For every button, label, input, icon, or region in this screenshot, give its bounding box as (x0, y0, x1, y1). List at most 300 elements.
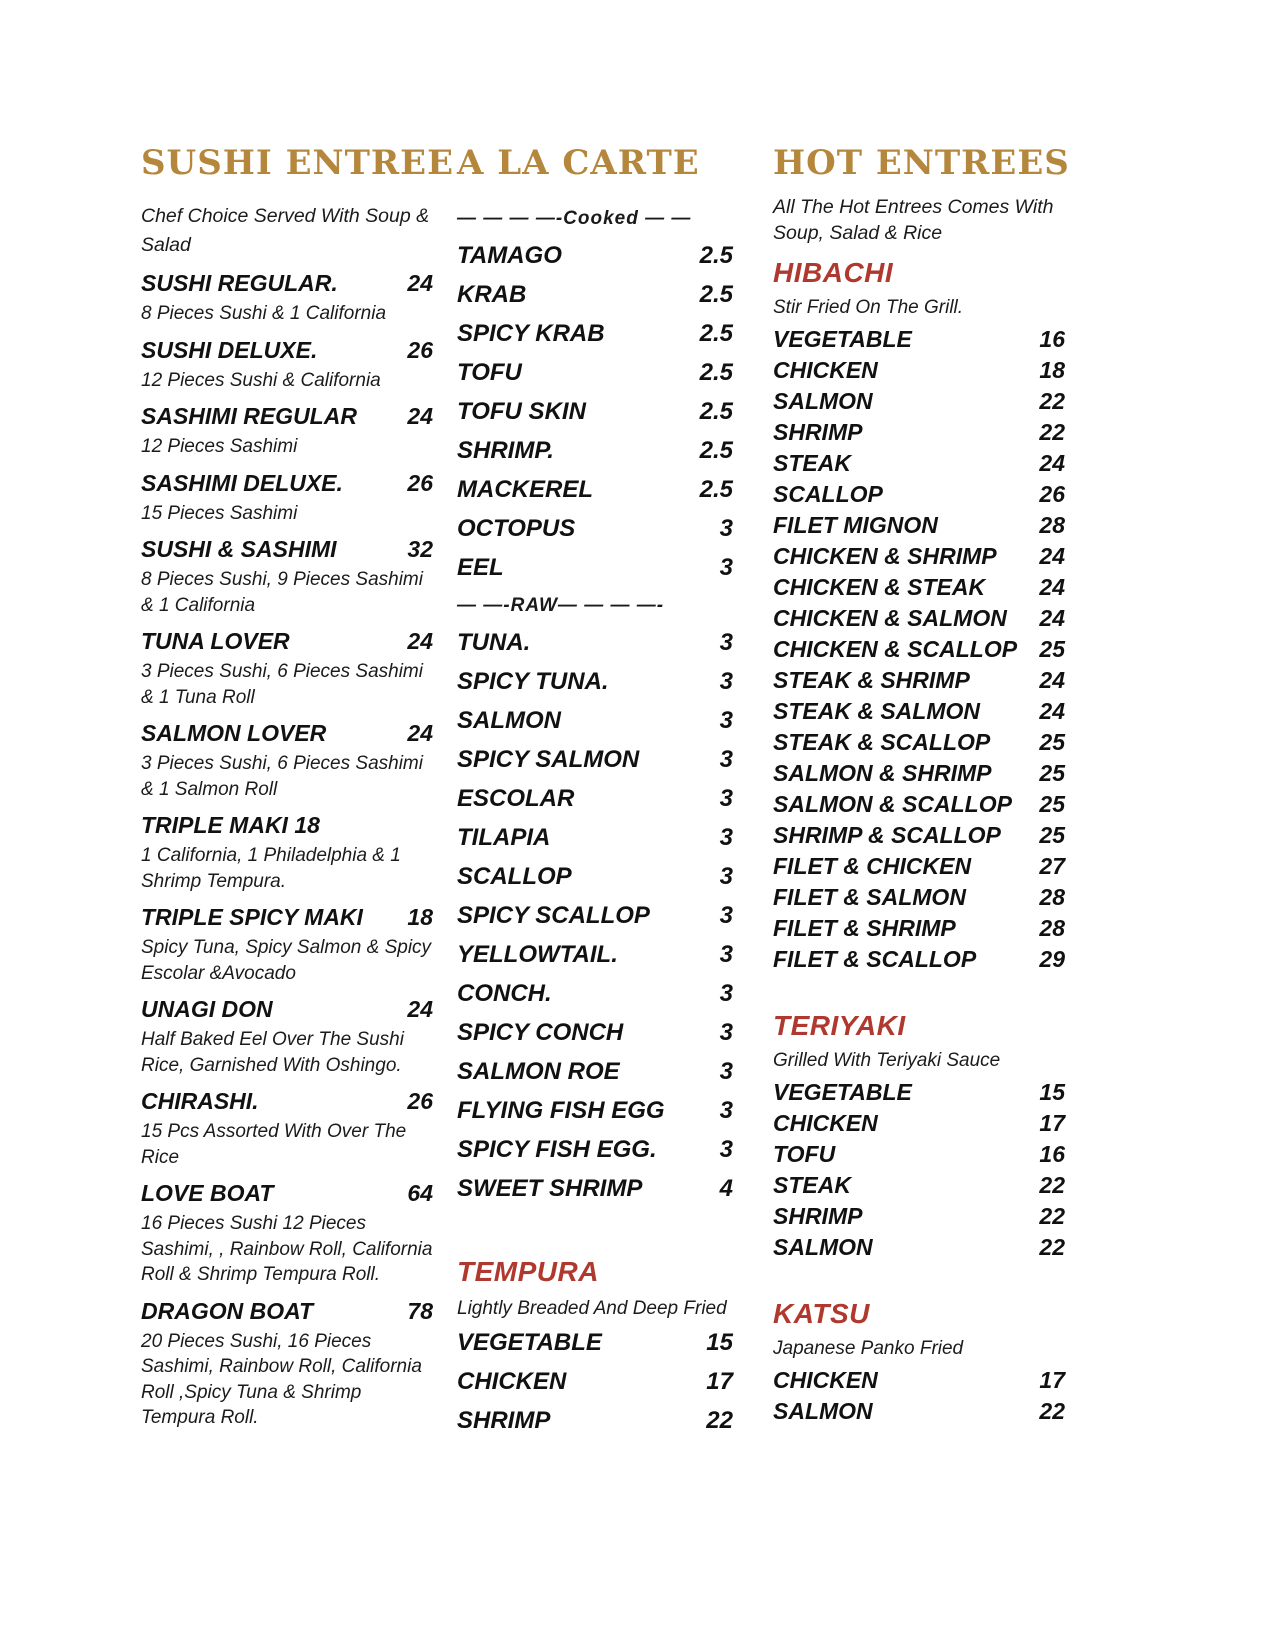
menu-item-row (141, 812, 433, 838)
menu-item-price: 3 (719, 1136, 733, 1163)
menu-item-row (773, 421, 1065, 444)
menu-item-row (773, 359, 1065, 382)
menu-item-row (457, 283, 733, 307)
menu-item-price: 22 (1039, 1203, 1065, 1229)
menu-item (457, 904, 733, 928)
menu-item-name: CHICKEN (773, 1110, 878, 1136)
menu-item-price: 27 (1039, 853, 1065, 879)
menu-item-price: 2.5 (699, 437, 733, 464)
menu-item-description: 15 Pieces Sashimi (141, 502, 298, 524)
column-content (773, 194, 1065, 1423)
menu-item-name: TRIPLE SPICY MAKI (141, 904, 363, 930)
menu-item-name: KRAB (457, 281, 527, 308)
menu-item (773, 824, 1065, 847)
menu-item (773, 545, 1065, 568)
menu-item (141, 1298, 433, 1431)
menu-item-price: 3 (719, 980, 733, 1007)
menu-item-row (773, 483, 1065, 506)
menu-item-name: CHICKEN (457, 1368, 567, 1395)
menu-item-row (457, 322, 733, 346)
menu-item-name: TRIPLE MAKI 18 (141, 812, 320, 838)
menu-item-name: STEAK & SALMON (773, 698, 980, 724)
menu-item-row (141, 628, 433, 654)
menu-item-name: SPICY SCALLOP (457, 902, 650, 929)
menu-item (141, 403, 433, 460)
menu-item-price: 3 (719, 863, 733, 890)
menu-item-row (141, 403, 433, 429)
menu-item-name: SALMON (773, 1398, 873, 1424)
menu-item-price: 15 (1039, 1079, 1065, 1105)
menu-item-price: 18 (407, 904, 433, 930)
menu-item-description: Spicy Tuna, Spicy Salmon & Spicy Escolar &Avocado (141, 937, 432, 984)
menu-item-price: 78 (407, 1297, 433, 1324)
column-content (457, 208, 733, 1433)
menu-item-description: 8 Pieces Sushi, 9 Pieces Sashimi & 1 California (141, 569, 423, 616)
menu-item (773, 793, 1065, 816)
menu-item-description: Half Baked Eel Over The Sushi Rice, Garnished With Oshingo. (141, 1029, 404, 1076)
menu-item-name: MACKEREL (457, 476, 593, 503)
menu-item-row (773, 638, 1065, 661)
menu-item (457, 1099, 733, 1123)
menu-item-row (773, 390, 1065, 413)
menu-item-name: UNAGI DON (141, 996, 273, 1022)
menu-item-name: SPICY SALMON (457, 746, 640, 773)
menu-item-price: 29 (1039, 946, 1065, 972)
menu-item-price: 3 (719, 629, 733, 656)
menu-item-name: SASHIMI DELUXE. (141, 469, 343, 496)
menu-item-name: TUNA. (457, 629, 531, 656)
menu-item (457, 1177, 733, 1201)
category-heading: TERIYAKI (773, 1010, 906, 1041)
menu-item (457, 670, 733, 694)
menu-item-price: 22 (706, 1407, 733, 1434)
menu-item-row (457, 709, 733, 733)
category-heading: TEMPURA (457, 1256, 599, 1287)
menu-item-price: 3 (719, 515, 733, 542)
column-content (141, 202, 433, 1431)
menu-item-name: SHRIMP (773, 419, 863, 445)
menu-item (773, 700, 1065, 723)
menu-item-row (773, 700, 1065, 723)
menu-item-row (773, 1081, 1065, 1104)
menu-item (141, 270, 433, 327)
list-divider: — — — —-Cooked — — (457, 208, 692, 229)
menu-item (457, 1409, 733, 1433)
menu-item-row (457, 517, 733, 541)
menu-item-row (773, 1112, 1065, 1135)
menu-item-price: 3 (719, 1097, 733, 1124)
menu-item-price: 17 (706, 1368, 733, 1395)
menu-item-price: 2.5 (699, 281, 733, 308)
menu-item-row (457, 1138, 733, 1162)
menu-item (773, 1400, 1065, 1423)
menu-item-name: SHRIMP (773, 1203, 863, 1229)
menu-item-name: SALMON LOVER (141, 720, 327, 746)
menu-item (457, 478, 733, 502)
menu-item (773, 762, 1065, 785)
menu-item-price: 3 (719, 746, 733, 773)
menu-item-row (457, 787, 733, 811)
column-sushi-entree (141, 143, 455, 1431)
menu-item-row (141, 720, 433, 746)
menu-item-name: SASHIMI REGULAR (141, 403, 357, 429)
menu-item-name: SALMON & SCALLOP (773, 791, 1012, 817)
category-heading: KATSU (773, 1298, 870, 1329)
menu-item-row (457, 1099, 733, 1123)
menu-item-price: 17 (1039, 1110, 1065, 1136)
menu-item-name: SWEET SHRIMP (457, 1175, 643, 1202)
menu-item-row (773, 576, 1065, 599)
menu-item-name: STEAK & SHRIMP (773, 667, 970, 693)
menu-item-name: FILET & SALMON (773, 884, 966, 910)
menu-item-row (457, 1177, 733, 1201)
menu-item (773, 1205, 1065, 1228)
menu-item (141, 470, 433, 527)
menu-item-name: YELLOWTAIL. (457, 941, 618, 968)
menu-item-price: 25 (1039, 760, 1065, 786)
menu-item-name: SALMON & SHRIMP (773, 760, 992, 786)
menu-item (773, 328, 1065, 351)
menu-item-name: SPICY FISH EGG. (457, 1136, 657, 1163)
menu-item-name: SALMON (773, 1234, 873, 1260)
menu-item (773, 638, 1065, 661)
menu-item (773, 359, 1065, 382)
menu-item (773, 917, 1065, 940)
menu-item-row (773, 886, 1065, 909)
menu-item-row (773, 855, 1065, 878)
column-title-sushi-entree: SUSHI ENTREE (141, 143, 455, 183)
column-a-la-carte (457, 144, 733, 1448)
menu-item-price: 64 (407, 1180, 433, 1206)
menu-item-name: CONCH. (457, 980, 552, 1007)
menu-item-row (773, 731, 1065, 754)
menu-item-row (773, 328, 1065, 351)
menu-item-row (773, 452, 1065, 475)
menu-item-description: 12 Pieces Sushi & California (141, 369, 381, 391)
menu-item-price: 15 (706, 1329, 733, 1356)
menu-item-row (773, 824, 1065, 847)
menu-item-name: CHICKEN (773, 1367, 878, 1393)
menu-item (457, 322, 733, 346)
column-title-a-la-carte: A LA CARTE (457, 143, 700, 183)
menu-item (457, 244, 733, 268)
list-divider: — —-RAW— — — —- (457, 595, 665, 616)
menu-item-row (457, 1409, 733, 1433)
menu-item-price: 17 (1039, 1367, 1065, 1393)
menu-item-price: 3 (719, 668, 733, 695)
menu-item-name: SALMON (773, 388, 873, 414)
menu-item (773, 1369, 1065, 1392)
menu-item (457, 709, 733, 733)
menu-item-price: 3 (719, 785, 733, 812)
menu-item-name: VEGETABLE (773, 1079, 912, 1105)
menu-item-price: 28 (1039, 884, 1065, 910)
menu-item-row (457, 670, 733, 694)
menu-item-description: 15 Pcs Assorted With Over The Rice (141, 1121, 407, 1168)
menu-item-row (141, 904, 433, 930)
menu-item-name: SPICY CONCH (457, 1019, 624, 1046)
category-note: Japanese Panko Fried (773, 1338, 964, 1359)
menu-item-description: 1 California, 1 Philadelphia & 1 Shrimp Tempura. (141, 845, 401, 892)
menu-item-price: 26 (407, 469, 433, 496)
menu-item-name: SPICY TUNA. (457, 668, 609, 695)
menu-item (773, 1143, 1065, 1166)
menu-item-description: 3 Pieces Sushi, 6 Pieces Sashimi & 1 Salmon Roll (141, 753, 423, 800)
menu-item-row (141, 270, 433, 296)
menu-item-row (457, 826, 733, 850)
menu-item-price: 24 (1039, 543, 1065, 569)
menu-item (141, 904, 433, 986)
menu-item-name: FILET & SCALLOP (773, 946, 977, 972)
menu-item (141, 812, 433, 894)
menu-item-price: 24 (407, 720, 433, 746)
menu-item-name: EEL (457, 554, 504, 581)
menu-item-name: TILAPIA (457, 824, 551, 851)
menu-item-description: 20 Pieces Sushi, 16 Pieces Sashimi, Rainbow Roll, California Roll ,Spicy Tuna & Shrimp Tempura Roll. (141, 1330, 422, 1428)
menu-item-name: VEGETABLE (457, 1329, 602, 1356)
menu-item (457, 982, 733, 1006)
menu-item-price: 24 (1039, 698, 1065, 724)
menu-item (141, 1180, 433, 1288)
menu-item (141, 996, 433, 1078)
menu-item-price: 22 (1039, 388, 1065, 414)
column-hot-entrees (773, 143, 1070, 1431)
menu-item-row (141, 337, 433, 363)
menu-item-row (457, 631, 733, 655)
category-heading: HIBACHI (773, 257, 894, 288)
menu-item-price: 26 (407, 1088, 433, 1114)
menu-item-row (773, 1369, 1065, 1392)
menu-item-name: FILET & SHRIMP (773, 915, 956, 941)
menu-item (457, 1021, 733, 1045)
menu-item-name: OCTOPUS (457, 515, 576, 542)
menu-item-name: LOVE BOAT (141, 1180, 274, 1206)
menu-item-row (773, 1205, 1065, 1228)
menu-item-name: STEAK & SCALLOP (773, 729, 991, 755)
menu-item (141, 1088, 433, 1170)
menu-item-description: 16 Pieces Sushi 12 Pieces Sashimi, , Rainbow Roll, California Roll & Shrimp Tempura Roll. (141, 1213, 433, 1285)
menu-item-name: CHICKEN (773, 357, 878, 383)
menu-item (773, 576, 1065, 599)
menu-item-name: FILET MIGNON (773, 512, 938, 538)
menu-item-name: SCALLOP (773, 481, 883, 507)
menu-item-price: 3 (719, 707, 733, 734)
menu-item-name: TAMAGO (457, 242, 562, 269)
menu-item-price: 3 (719, 554, 733, 581)
menu-item-price: 3 (719, 941, 733, 968)
menu-item-row (773, 1236, 1065, 1259)
menu-item (457, 1331, 733, 1355)
menu-item-row (457, 439, 733, 463)
menu-item-name: SALMON ROE (457, 1058, 620, 1085)
menu-item-price: 32 (407, 536, 433, 562)
menu-item (457, 787, 733, 811)
menu-item-price: 25 (1039, 636, 1065, 662)
menu-item (773, 948, 1065, 971)
menu-item-row (457, 478, 733, 502)
menu-item (773, 1081, 1065, 1104)
menu-intro-note: All The Hot Entrees Comes With Soup, Salad & Rice (773, 196, 1054, 244)
menu-item-row (457, 1021, 733, 1045)
menu-item-row (773, 793, 1065, 816)
menu-item-row (141, 1180, 433, 1206)
menu-item (457, 826, 733, 850)
category-note: Stir Fried On The Grill. (773, 297, 964, 318)
menu-item-name: TUNA LOVER (141, 628, 290, 654)
menu-item-name: CHICKEN & SHRIMP (773, 543, 997, 569)
menu-item-name: FLYING FISH EGG (457, 1097, 665, 1124)
menu-item-price: 24 (1039, 574, 1065, 600)
menu-item-row (457, 943, 733, 967)
menu-item-name: SUSHI REGULAR. (141, 270, 338, 296)
menu-item-row (457, 1370, 733, 1394)
menu-item-name: STEAK (773, 1172, 851, 1198)
menu-item-name: SUSHI DELUXE. (141, 336, 318, 363)
menu-item (773, 607, 1065, 630)
menu-item-row (141, 470, 433, 496)
menu-item (773, 483, 1065, 506)
menu-item-description: 8 Pieces Sushi & 1 California (141, 303, 387, 324)
menu-item-price: 22 (1039, 419, 1065, 445)
menu-item-name: TOFU (773, 1141, 836, 1167)
menu-item-name: SHRIMP (457, 1407, 551, 1434)
menu-item-row (141, 996, 433, 1022)
menu-item-row (457, 361, 733, 385)
menu-item-name: CHICKEN & SALMON (773, 605, 1007, 631)
menu-item-name: TOFU SKIN (457, 398, 586, 425)
menu-item-price: 2.5 (699, 242, 733, 269)
menu-item (457, 1060, 733, 1084)
menu-item (457, 400, 733, 424)
menu-item-row (773, 948, 1065, 971)
column-title-hot-entrees: HOT ENTREES (773, 143, 1070, 183)
menu-item-price: 24 (1039, 605, 1065, 631)
menu-item-price: 26 (1039, 481, 1065, 507)
menu-item-price: 24 (407, 270, 433, 296)
menu-item (773, 1174, 1065, 1197)
menu-item (141, 628, 433, 710)
menu-item-price: 25 (1039, 729, 1065, 755)
menu-item-row (773, 514, 1065, 537)
menu-item-price: 3 (719, 902, 733, 929)
menu-item-row (457, 556, 733, 580)
menu-item-row (773, 607, 1065, 630)
menu-item-price: 28 (1039, 512, 1065, 538)
menu-item (141, 337, 433, 394)
menu-item-row (773, 917, 1065, 940)
menu-item (773, 886, 1065, 909)
menu-item-price: 22 (1039, 1234, 1065, 1260)
menu-item-description: 3 Pieces Sushi, 6 Pieces Sashimi & 1 Tuna Roll (141, 661, 423, 708)
menu-item-row (457, 1331, 733, 1355)
menu-item-name: STEAK (773, 450, 851, 476)
menu-item-price: 4 (719, 1175, 733, 1202)
menu-intro-note: Chef Choice Served With Soup & Salad (141, 205, 430, 256)
menu-item (457, 865, 733, 889)
menu-item (457, 283, 733, 307)
menu-item (773, 390, 1065, 413)
menu-item (457, 1370, 733, 1394)
menu-item-name: CHIRASHI. (141, 1088, 259, 1114)
menu-item-name: DRAGON BOAT (141, 1297, 314, 1324)
menu-item-row (457, 982, 733, 1006)
menu-item-name: SALMON (457, 707, 561, 734)
menu-item-price: 24 (1039, 667, 1065, 693)
menu-item-price: 24 (407, 403, 433, 429)
category-note: Grilled With Teriyaki Sauce (773, 1050, 1001, 1071)
menu-item-row (141, 1088, 433, 1114)
menu-item-price: 3 (719, 824, 733, 851)
menu-item-price: 22 (1039, 1398, 1065, 1424)
menu-item-row (773, 1174, 1065, 1197)
menu-item-name: SCALLOP (457, 863, 572, 890)
menu-item (773, 421, 1065, 444)
menu-item-row (773, 1400, 1065, 1423)
menu-item (457, 748, 733, 772)
menu-item-price: 2.5 (699, 320, 733, 347)
menu-item-name: ESCOLAR (457, 785, 575, 812)
menu-item-row (773, 1143, 1065, 1166)
menu-item-row (457, 748, 733, 772)
menu-item-price: 2.5 (699, 398, 733, 425)
menu-item-price: 24 (1039, 450, 1065, 476)
menu-item-price: 25 (1039, 791, 1065, 817)
menu-item-price: 24 (407, 996, 433, 1022)
menu-item (457, 943, 733, 967)
menu-item-name: SHRIMP & SCALLOP (773, 822, 1001, 848)
menu-item-price: 28 (1039, 915, 1065, 941)
menu-item-price: 2.5 (699, 476, 733, 503)
menu-item-name: SUSHI & SASHIMI (141, 536, 337, 562)
menu-item-row (141, 1298, 433, 1324)
menu-item-row (141, 536, 433, 562)
menu-item-row (773, 762, 1065, 785)
menu-item-name: SHRIMP. (457, 437, 554, 464)
menu-item (773, 669, 1065, 692)
menu-item (141, 536, 433, 618)
menu-item-price: 16 (1039, 1141, 1065, 1167)
menu-item-price: 26 (407, 336, 433, 363)
menu-item-price: 16 (1039, 326, 1065, 352)
menu-item-price: 3 (719, 1058, 733, 1085)
menu-item-price: 2.5 (699, 359, 733, 386)
menu-item-name: CHICKEN & SCALLOP (773, 636, 1018, 662)
menu-item-price: 18 (1039, 357, 1065, 383)
menu-item-row (773, 545, 1065, 568)
menu-item (457, 361, 733, 385)
menu-item-name: SPICY KRAB (457, 320, 605, 347)
menu-item (457, 1138, 733, 1162)
menu-item-price: 25 (1039, 822, 1065, 848)
menu-item-row (457, 865, 733, 889)
menu-item (141, 720, 433, 802)
menu-item-row (457, 400, 733, 424)
menu-item-price: 3 (719, 1019, 733, 1046)
menu-item (457, 517, 733, 541)
menu-item (457, 439, 733, 463)
category-note: Lightly Breaded And Deep Fried (457, 1298, 727, 1319)
menu-item-name: TOFU (457, 359, 522, 386)
menu-item (773, 1112, 1065, 1135)
menu-item-price: 22 (1039, 1172, 1065, 1198)
menu-item-row (457, 904, 733, 928)
menu-item-name: FILET & CHICKEN (773, 853, 972, 879)
menu-item (773, 855, 1065, 878)
menu-item-row (457, 1060, 733, 1084)
menu-item (773, 514, 1065, 537)
menu-item-row (773, 669, 1065, 692)
menu-item (773, 452, 1065, 475)
